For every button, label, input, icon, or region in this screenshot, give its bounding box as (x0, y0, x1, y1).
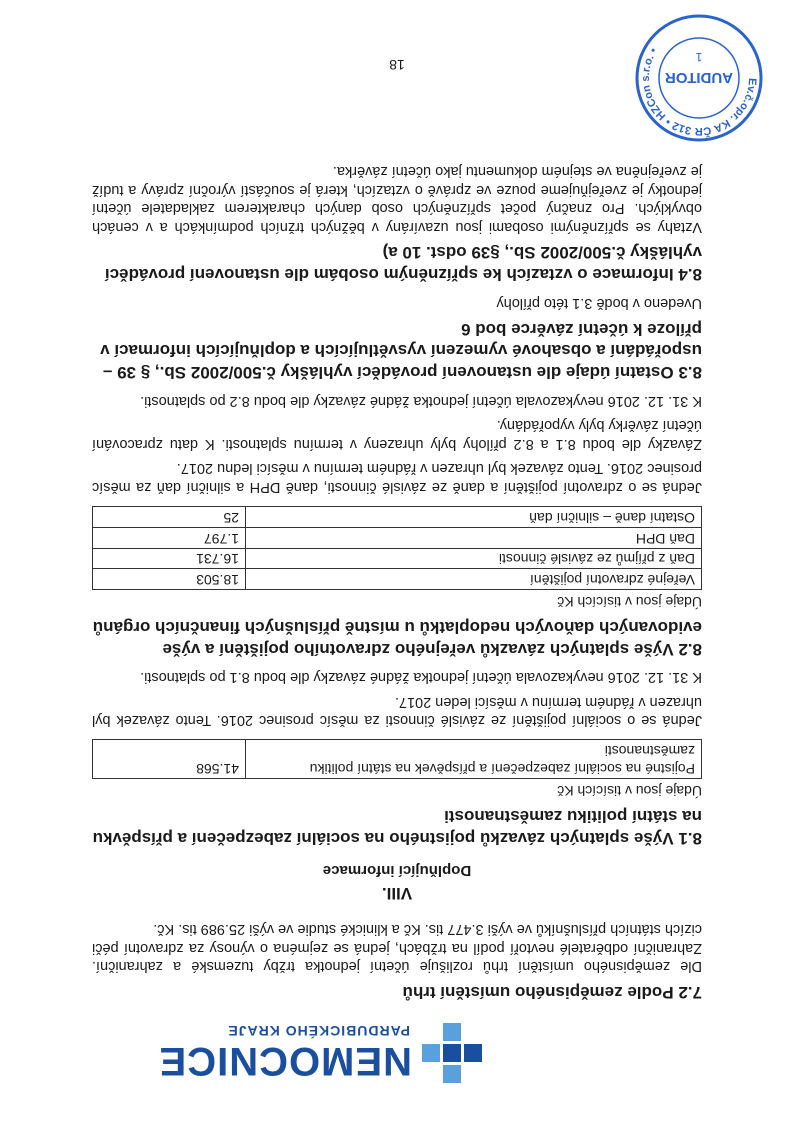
section-8-2-title: 8.2 Výše splatných závazků veřejného zdravotního pojištění a výše evidovaných daňových nedoplatků u místně příslušných finančních orgánů (92, 618, 702, 659)
table-cell-value: 16.731 (93, 548, 246, 569)
stamp-center-text: AUDITOR (664, 69, 734, 86)
table-cell-value: 1.797 (93, 527, 246, 548)
stamp-number: 1 (695, 50, 703, 64)
table-cell-value: 18.503 (93, 569, 246, 590)
section-7-2-title: 7.2 Podle zeměpisného umístění trhů (402, 983, 702, 1002)
table-cell-label: Veřejné zdravotní pojištění (246, 569, 702, 590)
hospital-logo (82, 1013, 482, 1083)
section-7-2-text: Dle zeměpisného umístění trhů rozlišuje účetní jednotka tržby tuzemské a zahraniční. Zahraniční odběratelé nevtoří podíl na tržbách, jedná se zejména o výnosy za zdravotní péči cizích státních příslušníků ve výši 3.477 tis. Kč a klinické studie ve výši 25.989 tis. Kč. (92, 921, 702, 975)
table-row (93, 740, 702, 779)
section-8-2-text-2: Závazky dle bodu 8.1 a 8.2 přílohy byly uhrazeny v termínu splatnosti. K datu zpracování účetní závěrky byly vypořádány. (92, 417, 702, 452)
table-row (93, 548, 702, 569)
chapter-roman: VIII. (381, 883, 413, 903)
table-cell-value: 25 (93, 506, 246, 527)
section-8-1-title: 8.1 Výše splatných závazků pojistného na sociální zabezpečení a příspěvku na státní politiku zaměstnanosti (92, 806, 702, 848)
section-8-2-table (92, 506, 702, 591)
table-cell-label: Pojistné na sociální zabezpečení a příspěvek na státní politiku zaměstnanosti (246, 740, 702, 779)
table-row (93, 506, 702, 527)
table-cell-value: 41.568 (93, 740, 246, 779)
table-row (93, 569, 702, 590)
page-content (92, 156, 702, 1011)
logo-region: PARDUBICKÉHO KRAJE (227, 1023, 410, 1039)
section-8-1-text: Jedná se o sociální pojištění ze závislé činnosti za měsíc prosinec 2016. Tento závazek byl uhrazen v řádném termínu v měsíci leden 2017. (92, 693, 702, 729)
section-8-2-text: Jedná se o zdravotní pojištění a daně ze závislé činnosti, daně DPH a silniční daň za měsíc prosinec 2016. Tento závazek byl uhrazen v řádném termínu v měsíci lednu 2017. (92, 460, 702, 495)
stamp-ring-text: Ev.č.opr. KA ČR 312 • HZCon s.r.o. • (639, 45, 759, 138)
section-8-4-title: 8.4 Informace o vztazích ke spřízněným osobám dle ustanovení prováděcí vyhlášky č.500/2002 Sb., §39 odst. 10 a) (104, 243, 702, 285)
section-8-1-unit: Údaje jsou v tisících Kč (557, 783, 702, 800)
page-number: 18 (389, 57, 405, 73)
section-8-3-text: Uvedeno v bodě 3.1 této přílohy (496, 294, 702, 311)
table-row (93, 527, 702, 548)
table-cell-label: Daň DPH (246, 527, 702, 548)
section-8-1-note: K 31. 12. 2016 nevykazovala účetní jednotka žádné závazky dle bodu 8.1 po splatnosti. (140, 669, 702, 686)
logo-name: NEMOCNICE (158, 1039, 412, 1083)
section-8-2-note: K 31. 12. 2016 nevykazovala účetní jednotka žádné závazky dle bodu 8.2 po splatnosti. (140, 392, 702, 409)
section-8-2-unit: Údaje jsou v tisících Kč (557, 594, 702, 611)
chapter-title: Doplňující informace (322, 861, 472, 879)
table-cell-label: Daň z příjmů ze závislé činnosti (246, 548, 702, 569)
logo-mark-icon (422, 1023, 482, 1083)
auditor-stamp (634, 13, 764, 143)
table-cell-label: Ostatní daně – silniční daň (246, 506, 702, 527)
section-8-1-table (92, 739, 702, 779)
section-8-3-title: 8.3 Ostatní údaje dle ustanovení prováděcí vyhlášky č.500/2002 Sb., § 39 – uspořádání a obsahové vymezení vysvětlujících a doplňujících informací v příloze k účetní závěrce bod 6 (100, 319, 702, 383)
section-8-4-text: Vztahy se spřízněnými osobami jsou uzavírány v běžných tržních podmínkách a v cenách obvyklých. Pro značný počet spřízněných osob daných charakterem zakladatele účetní jednotky je zveřejňujeme pouze ve zprávě o vztazích, která je součástí výroční zprávy a tudíž je zveřejněna ve stejném dokumentu jako účetní závěrka. (92, 163, 702, 235)
